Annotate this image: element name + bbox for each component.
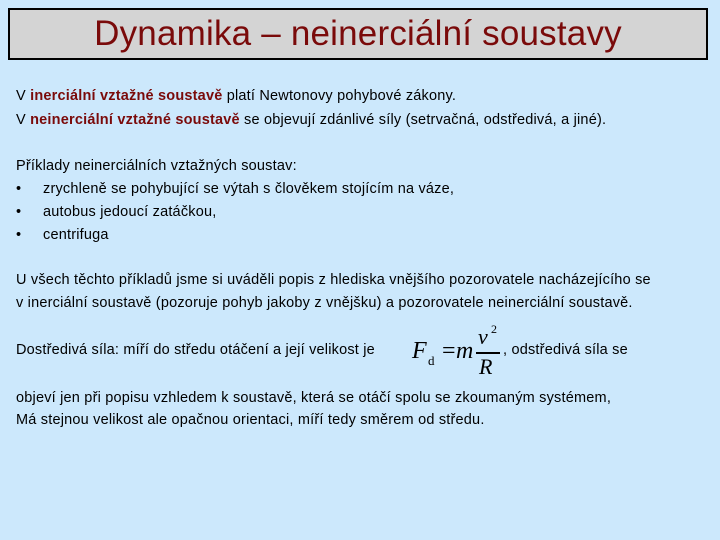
centripetal-text-after: , odstředivá síla se [503,342,628,358]
formula-equals: = [442,338,456,364]
intro-line-1-rest: platí Newtonovy pohybové zákony. [222,88,457,104]
list-item-text: autobus jedoucí zatáčkou, [43,204,217,220]
title-box [8,8,708,60]
list-item [16,179,454,199]
intro-line-2 [16,110,606,130]
formula-mass: m [456,338,474,364]
bullet-icon: • [16,227,22,243]
paragraph-line-2: v inerciální soustavě (pozoruje pohyb jakoby z vnějšku) a pozorovatele neinerciální soustavě. [16,295,633,311]
closing-line-1: objeví jen při popisu vzhledem k soustavě, která se otáčí spolu se zkoumaným systémem, [16,390,612,406]
list-item-text: zrychleně se pohybující se výtah s člověkem stojícím na váze, [43,181,455,197]
examples-heading: Příklady neinerciálních vztažných soustav: [16,158,297,174]
noninertial-frame-term: neinerciální vztažné soustavě [30,112,240,128]
centripetal-text-before: Dostředivá síla: míří do středu otáčení a její velikost je [16,342,375,358]
list-item [16,225,109,245]
formula-velocity: v [478,324,488,349]
intro-line-1 [16,86,456,106]
centripetal-force-formula [408,322,502,378]
list-item [16,202,216,222]
paragraph-line-1: U všech těchto příkladů jsme si uváděli popis z hlediska vnějšího pozorovatele nacházejícího se [16,272,651,288]
list-item-text: centrifuga [43,227,109,243]
formula-exponent: 2 [491,322,497,336]
intro-line-1-prefix: V [16,88,31,104]
formula-subscript: d [428,353,435,368]
formula-force: F [412,338,427,364]
intro-line-2-prefix: V [16,112,31,128]
bullet-icon: • [16,204,22,220]
formula-radius: R [479,354,493,379]
bullet-icon: • [16,181,22,197]
intro-line-2-rest: se objevují zdánlivé síly (setrvačná, odstředivá, a jiné). [239,112,607,128]
closing-line-2: Má stejnou velikost ale opačnou orientaci, míří tedy směrem od středu. [16,412,485,428]
inertial-frame-term: inerciální vztažné soustavě [30,88,223,104]
page-title: Dynamika – neinerciální soustavy [94,14,622,53]
